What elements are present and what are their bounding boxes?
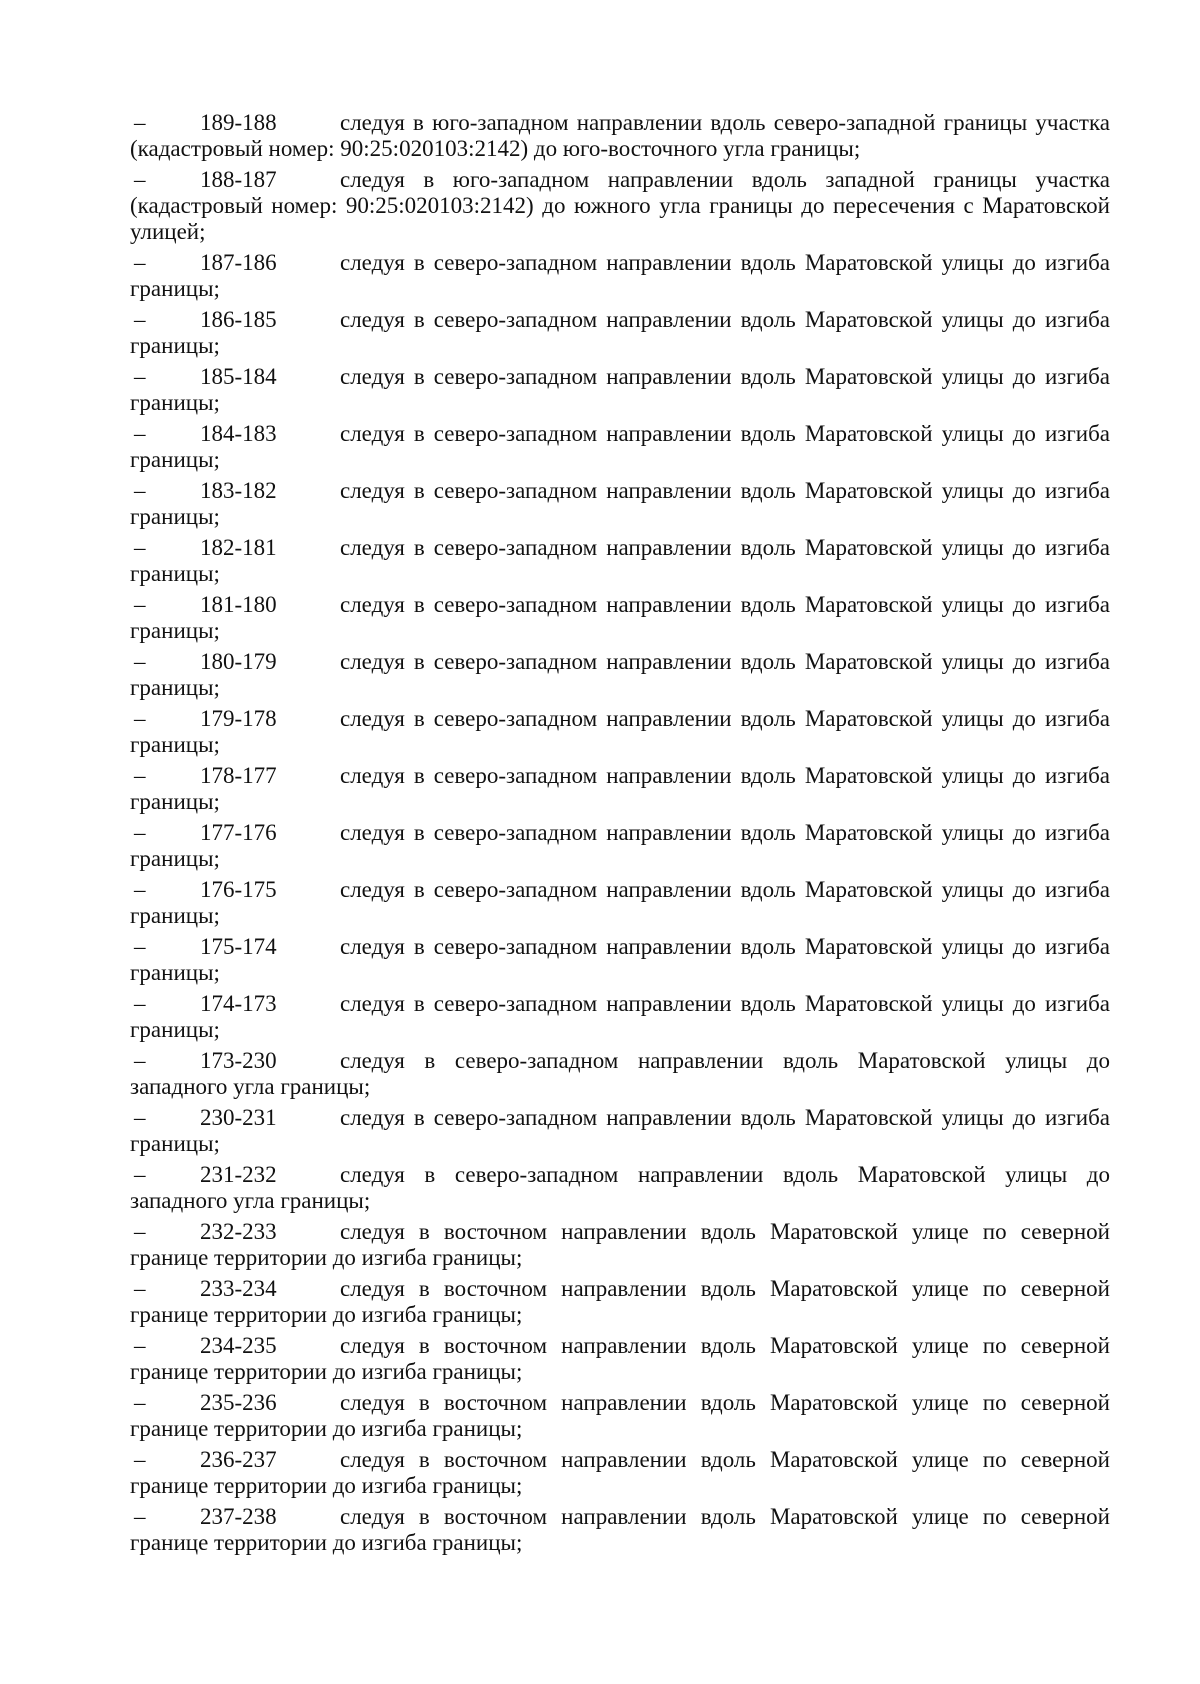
list-dash: –	[134, 1276, 146, 1301]
list-dash: –	[134, 307, 146, 332]
segment-description: следуя в северо-западном направлении вдоль Маратовской улицы до западного угла границы;	[130, 1162, 1110, 1213]
list-dash: –	[134, 592, 146, 617]
boundary-segment-item	[130, 763, 1110, 815]
segment-description: следуя в восточном направлении вдоль Маратовской улице по северной границе территории до изгиба границы;	[130, 1276, 1110, 1327]
segment-description: следуя в северо-западном направлении вдоль Маратовской улицы до западного угла границы;	[130, 1048, 1110, 1099]
list-dash: –	[134, 991, 146, 1016]
boundary-segment-item	[130, 478, 1110, 530]
list-dash: –	[134, 706, 146, 731]
segment-code: 234-235	[200, 1333, 277, 1358]
segment-description: следуя в северо-западном направлении вдоль Маратовской улицы до изгиба границы;	[130, 877, 1110, 928]
list-dash: –	[134, 1447, 146, 1472]
segment-description: следуя в северо-западном направлении вдоль Маратовской улицы до изгиба границы;	[130, 535, 1110, 586]
segment-code: 236-237	[200, 1447, 277, 1472]
list-dash: –	[134, 421, 146, 446]
segment-description: следуя в восточном направлении вдоль Маратовской улице по северной границе территории до изгиба границы;	[130, 1333, 1110, 1384]
segment-description: следуя в восточном направлении вдоль Маратовской улице по северной границе территории до изгиба границы;	[130, 1390, 1110, 1441]
list-dash: –	[134, 649, 146, 674]
boundary-segment-item	[130, 1504, 1110, 1556]
segment-code: 174-173	[200, 991, 277, 1016]
segment-code: 233-234	[200, 1276, 277, 1301]
boundary-segment-item	[130, 706, 1110, 758]
segment-description: следуя в северо-западном направлении вдоль Маратовской улицы до изгиба границы;	[130, 820, 1110, 871]
segment-description: следуя в северо-западном направлении вдоль Маратовской улицы до изгиба границы;	[130, 478, 1110, 529]
boundary-segment-item	[130, 1447, 1110, 1499]
boundary-segment-item	[130, 592, 1110, 644]
list-dash: –	[134, 1162, 146, 1187]
segment-code: 189-188	[200, 110, 277, 135]
list-dash: –	[134, 1048, 146, 1073]
segment-description: следуя в восточном направлении вдоль Маратовской улице по северной границе территории до изгиба границы;	[130, 1447, 1110, 1498]
boundary-segment-item	[130, 1276, 1110, 1328]
list-dash: –	[134, 478, 146, 503]
segment-code: 185-184	[200, 364, 277, 389]
boundary-segment-item	[130, 167, 1110, 245]
segment-description: следуя в юго-западном направлении вдоль западной границы участка (кадастровый номер: 90:25:020103:2142) до южного угла границы до пересечения с Маратовской улицей;	[130, 167, 1110, 244]
segment-code: 173-230	[200, 1048, 277, 1073]
boundary-segment-item	[130, 1162, 1110, 1214]
segment-code: 175-174	[200, 934, 277, 959]
boundary-segment-item	[130, 364, 1110, 416]
boundary-segment-item	[130, 649, 1110, 701]
segment-description: следуя в северо-западном направлении вдоль Маратовской улицы до изгиба границы;	[130, 934, 1110, 985]
segment-description: следуя в северо-западном направлении вдоль Маратовской улицы до изгиба границы;	[130, 421, 1110, 472]
segment-code: 187-186	[200, 250, 277, 275]
list-dash: –	[134, 820, 146, 845]
segment-description: следуя в северо-западном направлении вдоль Маратовской улицы до изгиба границы;	[130, 991, 1110, 1042]
boundary-segment-item	[130, 1333, 1110, 1385]
segment-description: следуя в северо-западном направлении вдоль Маратовской улицы до изгиба границы;	[130, 1105, 1110, 1156]
boundary-segment-item	[130, 877, 1110, 929]
segment-description: следуя в северо-западном направлении вдоль Маратовской улицы до изгиба границы;	[130, 364, 1110, 415]
segment-code: 231-232	[200, 1162, 277, 1187]
segment-code: 184-183	[200, 421, 277, 446]
list-dash: –	[134, 877, 146, 902]
boundary-segment-item	[130, 991, 1110, 1043]
boundary-segment-item	[130, 307, 1110, 359]
boundary-segment-item	[130, 820, 1110, 872]
segment-code: 177-176	[200, 820, 277, 845]
segment-code: 186-185	[200, 307, 277, 332]
segment-code: 176-175	[200, 877, 277, 902]
segment-description: следуя в восточном направлении вдоль Маратовской улице по северной границе территории до изгиба границы;	[130, 1219, 1110, 1270]
segment-description: следуя в северо-западном направлении вдоль Маратовской улицы до изгиба границы;	[130, 649, 1110, 700]
segment-code: 180-179	[200, 649, 277, 674]
document-body	[130, 110, 1110, 1556]
list-dash: –	[134, 167, 146, 192]
segment-description: следуя в северо-западном направлении вдоль Маратовской улицы до изгиба границы;	[130, 307, 1110, 358]
list-dash: –	[134, 763, 146, 788]
segment-code: 178-177	[200, 763, 277, 788]
boundary-segment-item	[130, 110, 1110, 162]
segment-description: следуя в восточном направлении вдоль Маратовской улице по северной границе территории до изгиба границы;	[130, 1504, 1110, 1555]
boundary-segment-item	[130, 535, 1110, 587]
segment-code: 183-182	[200, 478, 277, 503]
boundary-segment-item	[130, 1048, 1110, 1100]
segment-description: следуя в северо-западном направлении вдоль Маратовской улицы до изгиба границы;	[130, 592, 1110, 643]
list-dash: –	[134, 110, 146, 135]
boundary-segment-item	[130, 934, 1110, 986]
list-dash: –	[134, 1390, 146, 1415]
segment-code: 232-233	[200, 1219, 277, 1244]
segment-code: 181-180	[200, 592, 277, 617]
list-dash: –	[134, 1504, 146, 1529]
list-dash: –	[134, 535, 146, 560]
list-dash: –	[134, 1105, 146, 1130]
segment-code: 182-181	[200, 535, 277, 560]
segment-code: 235-236	[200, 1390, 277, 1415]
boundary-segment-item	[130, 1219, 1110, 1271]
segment-code: 230-231	[200, 1105, 277, 1130]
list-dash: –	[134, 364, 146, 389]
segment-description: следуя в северо-западном направлении вдоль Маратовской улицы до изгиба границы;	[130, 250, 1110, 301]
segment-description: следуя в северо-западном направлении вдоль Маратовской улицы до изгиба границы;	[130, 763, 1110, 814]
list-dash: –	[134, 1333, 146, 1358]
segment-description: следуя в северо-западном направлении вдоль Маратовской улицы до изгиба границы;	[130, 706, 1110, 757]
segment-code: 188-187	[200, 167, 277, 192]
segment-code: 179-178	[200, 706, 277, 731]
list-dash: –	[134, 934, 146, 959]
list-dash: –	[134, 250, 146, 275]
list-dash: –	[134, 1219, 146, 1244]
boundary-segment-item	[130, 250, 1110, 302]
boundary-segment-item	[130, 421, 1110, 473]
boundary-segment-item	[130, 1105, 1110, 1157]
segment-code: 237-238	[200, 1504, 277, 1529]
boundary-segment-item	[130, 1390, 1110, 1442]
segment-description: следуя в юго-западном направлении вдоль северо-западной границы участка (кадастровый номер: 90:25:020103:2142) до юго-восточного угла границы;	[130, 110, 1110, 161]
